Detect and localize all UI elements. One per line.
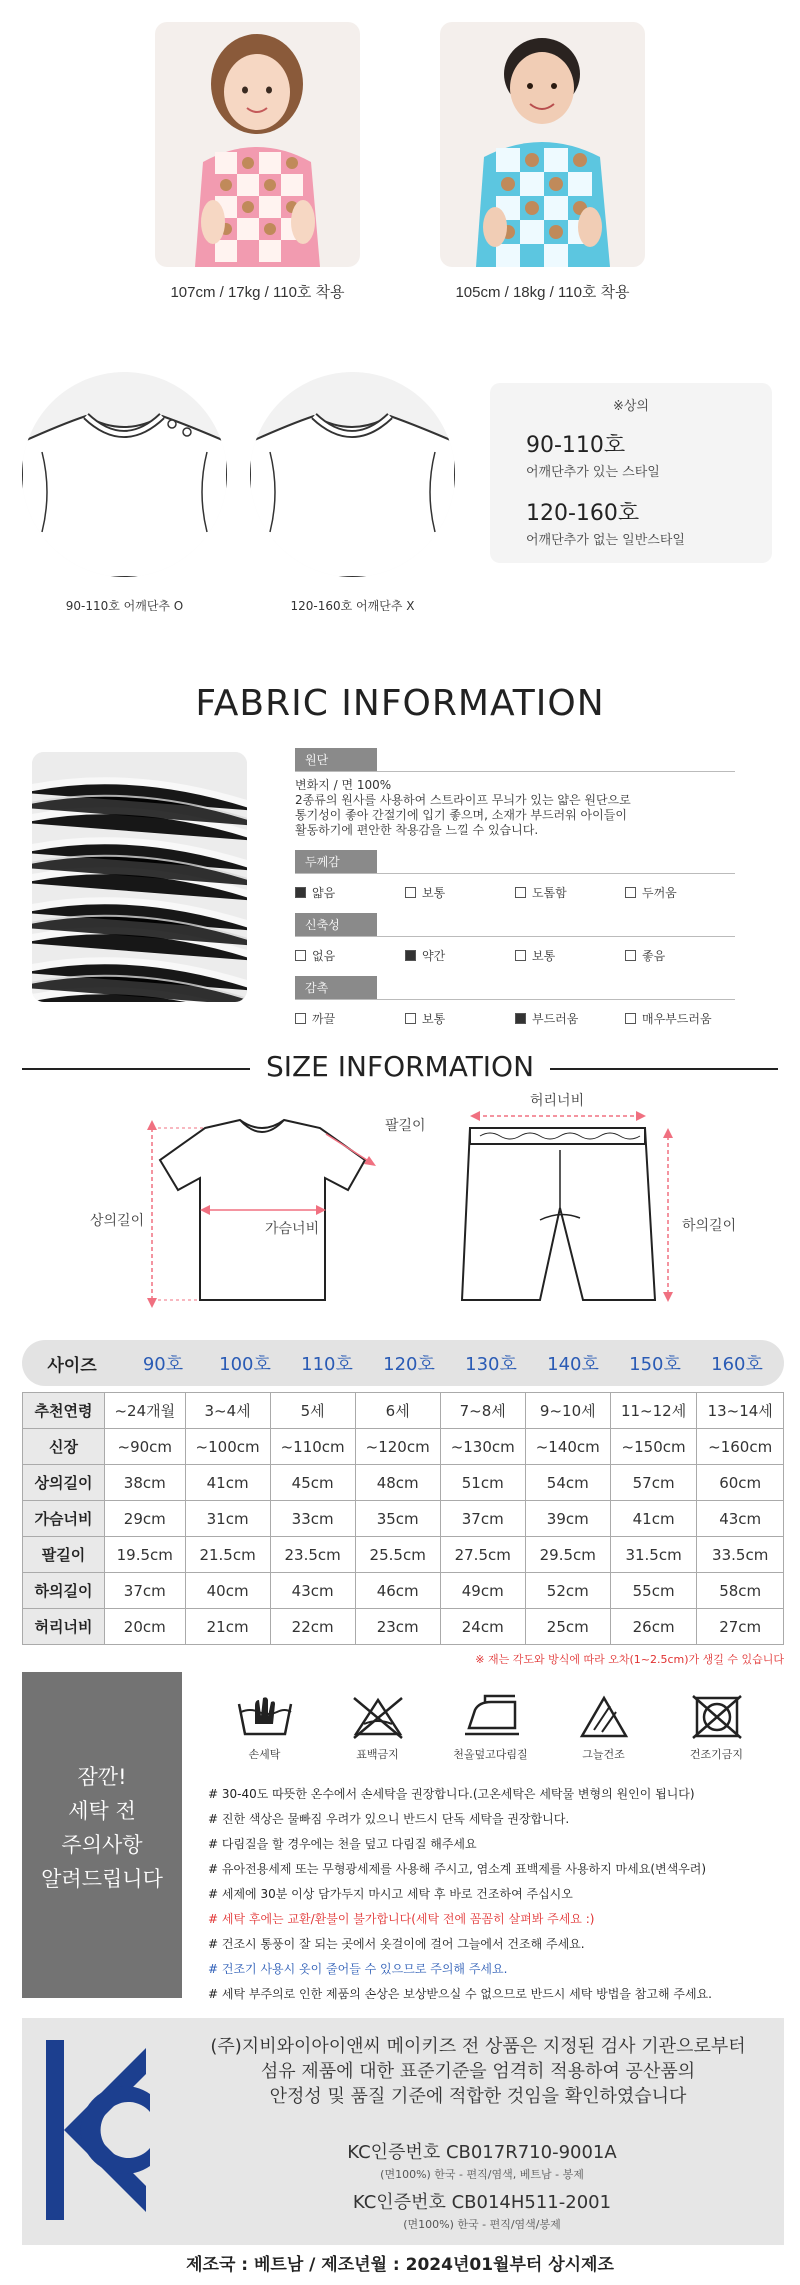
unchecked-box-icon	[295, 950, 306, 961]
size-column-header: 140호	[547, 1354, 599, 1375]
table-cell: 27cm	[697, 1609, 784, 1645]
table-cell: 54cm	[525, 1465, 610, 1501]
model-section	[0, 22, 800, 312]
fabric-option	[625, 947, 735, 964]
fabric-desc-line: 통기성이 좋아 간절기에 입기 좋으며, 소재가 부드러워 아이들이	[295, 808, 627, 822]
model-caption-boy: 105cm / 18kg / 110호 착용	[455, 284, 630, 301]
table-cell: 3~4세	[185, 1393, 270, 1429]
fabric-attribute-label: 신축성	[295, 913, 377, 936]
hand-wash-icon	[217, 1692, 312, 1762]
fabric-option-label: 좋음	[642, 949, 666, 963]
table-cell: ~24개월	[105, 1393, 186, 1429]
table-cell: 43cm	[270, 1573, 355, 1609]
fabric-option-label: 보통	[422, 1012, 446, 1026]
table-cell: 58cm	[697, 1573, 784, 1609]
note-desc-2: 어깨단추가 없는 일반스타일	[526, 533, 685, 548]
fabric-option	[295, 947, 405, 964]
table-cell: 60cm	[697, 1465, 784, 1501]
table-cell: ~140cm	[525, 1429, 610, 1465]
row-header: 하의길이	[23, 1573, 105, 1609]
unchecked-box-icon	[295, 1013, 306, 1024]
table-row	[23, 1393, 784, 1429]
collar-with-button	[22, 372, 227, 614]
fabric-option-label: 약간	[422, 949, 446, 963]
table-cell: 57cm	[610, 1465, 697, 1501]
table-cell: ~160cm	[697, 1429, 784, 1465]
table-cell: 21cm	[185, 1609, 270, 1645]
care-heading-line: 잠깐!	[77, 1765, 127, 1789]
kc-statement-line: 섬유 제품에 대한 표준기준을 엄격히 적용하여 공산품의	[260, 2061, 696, 2082]
care-item: # 진한 색상은 물빠짐 우려가 있으니 반드시 단독 세탁을 권장합니다.	[208, 1812, 570, 1826]
fabric-option-label: 보통	[422, 886, 446, 900]
table-row	[23, 1465, 784, 1501]
fabric-desc-line: 활동하기에 편안한 착용감을 느낄 수 있습니다.	[295, 823, 539, 837]
model-photo-girl	[155, 22, 360, 267]
label-waist: 허리너비	[530, 1093, 585, 1109]
table-cell: 43cm	[697, 1501, 784, 1537]
table-cell: 13~14세	[697, 1393, 784, 1429]
size-table	[22, 1340, 784, 1667]
label-bottom-length: 하의길이	[682, 1218, 737, 1234]
fabric-option	[515, 884, 625, 901]
table-cell: 45cm	[270, 1465, 355, 1501]
care-icon-label: 손세탁	[248, 1748, 281, 1761]
model-boy	[440, 22, 645, 302]
unchecked-box-icon	[515, 887, 526, 898]
care-instructions	[208, 1782, 788, 2007]
shade-dry-icon	[556, 1692, 651, 1762]
fabric-option-label: 보통	[532, 949, 556, 963]
fabric-option-label: 없음	[312, 949, 336, 963]
table-cell: 31cm	[185, 1501, 270, 1537]
fabric-option	[405, 947, 515, 964]
label-top-length: 상의길이	[90, 1213, 145, 1229]
row-header: 가슴너비	[23, 1501, 105, 1537]
table-cell: 55cm	[610, 1573, 697, 1609]
fabric-desc-line: 2종류의 원사를 사용하여 스트라이프 무늬가 있는 얇은 원단으로	[295, 793, 631, 807]
table-cell: 52cm	[525, 1573, 610, 1609]
table-cell: 40cm	[185, 1573, 270, 1609]
fabric-option	[625, 1010, 735, 1027]
table-cell: 46cm	[355, 1573, 440, 1609]
fabric-option	[515, 1010, 625, 1027]
model-photo-boy	[440, 22, 645, 267]
size-column-header: 120호	[383, 1354, 435, 1375]
table-cell: 23cm	[355, 1609, 440, 1645]
iron-with-cloth-icon	[443, 1692, 538, 1762]
no-bleach-icon	[330, 1692, 425, 1762]
table-row	[23, 1573, 784, 1609]
care-icon-label: 표백금지	[356, 1748, 399, 1761]
care-icon-label: 그늘건조	[582, 1748, 625, 1761]
kc-statement-line: 안정성 및 품질 기준에 적합한 것임을 확인하였습니다	[269, 2086, 687, 2107]
table-cell: 6세	[355, 1393, 440, 1429]
table-cell: ~110cm	[270, 1429, 355, 1465]
note-title: ※상의	[612, 399, 649, 414]
fabric-option	[295, 1010, 405, 1027]
checked-box-icon	[295, 887, 306, 898]
care-item: # 세제에 30분 이상 담가두지 마시고 세탁 후 바로 건조하여 주십시오	[208, 1887, 573, 1901]
kc-cert-detail: (면100%) 한국 - 편직/염색, 베트남 - 봉제	[380, 2168, 584, 2181]
table-cell: 37cm	[105, 1573, 186, 1609]
size-column-header: 130호	[465, 1354, 517, 1375]
table-cell: 9~10세	[525, 1393, 610, 1429]
table-cell: 29.5cm	[525, 1537, 610, 1573]
row-header: 상의길이	[23, 1465, 105, 1501]
kc-cert-number: KC인증번호 CB017R710-9001A	[347, 2142, 617, 2163]
care-item: # 다림질을 할 경우에는 천을 덮고 다림질 해주세요	[208, 1837, 477, 1851]
care-heading-line: 알려드립니다	[41, 1867, 163, 1891]
size-info-header	[0, 1046, 800, 1086]
table-cell: 33.5cm	[697, 1537, 784, 1573]
note-size-2: 120-160호	[526, 501, 640, 526]
table-cell: ~130cm	[440, 1429, 525, 1465]
size-column-header: 150호	[629, 1354, 681, 1375]
fabric-material-desc	[295, 778, 735, 838]
unchecked-box-icon	[515, 950, 526, 961]
row-header: 허리너비	[23, 1609, 105, 1645]
fabric-attribute-label: 감촉	[295, 976, 377, 999]
size-diagrams	[0, 1090, 800, 1335]
kc-statement-line: (주)지비와이아이앤씨 메이키즈 전 상품은 지정된 검사 기관으로부터	[210, 2036, 746, 2057]
table-cell: 49cm	[440, 1573, 525, 1609]
model-caption-girl: 107cm / 17kg / 110호 착용	[170, 284, 345, 301]
care-item: # 건조기 사용시 옷이 줄어들 수 있으므로 주의해 주세요.	[208, 1962, 508, 1976]
table-cell: 25cm	[525, 1609, 610, 1645]
table-cell: 24cm	[440, 1609, 525, 1645]
fabric-desc-line: 변화지 / 면 100%	[295, 778, 392, 792]
kc-cert-1	[202, 2138, 762, 2182]
care-item: # 유아전용세제 또는 무형광세제를 사용해 주시고, 염소계 표백제를 사용하지 마세요(변색우려)	[208, 1862, 707, 1876]
table-cell: ~100cm	[185, 1429, 270, 1465]
table-cell: 37cm	[440, 1501, 525, 1537]
fabric-attributes	[295, 850, 735, 1027]
care-section	[22, 1672, 784, 2002]
size-table-note: ※ 재는 각도와 방식에 따라 오차(1~2.5cm)가 생길 수 있습니다	[475, 1653, 784, 1666]
fabric-title: FABRIC INFORMATION	[195, 683, 605, 724]
unchecked-box-icon	[625, 1013, 636, 1024]
table-cell: 7~8세	[440, 1393, 525, 1429]
fabric-attribute-options	[295, 884, 735, 901]
care-item: # 세탁 부주의로 인한 제품의 손상은 보상받으실 수 없으므로 반드시 세탁 방법을 참고해 주세요.	[208, 1987, 712, 2001]
kc-statement	[172, 2034, 784, 2109]
fabric-attribute-options	[295, 1010, 735, 1027]
table-cell: 11~12세	[610, 1393, 697, 1429]
unchecked-box-icon	[405, 887, 416, 898]
table-cell: 21.5cm	[185, 1537, 270, 1573]
table-cell: 35cm	[355, 1501, 440, 1537]
collar-caption-with-button: 90-110호 어깨단추 O	[65, 599, 184, 613]
table-cell: 51cm	[440, 1465, 525, 1501]
divider	[295, 999, 735, 1000]
care-item: # 세탁 후에는 교환/환불이 불가합니다(세탁 전에 꼼꼼히 살펴봐 주세요 :)	[208, 1912, 595, 1926]
fabric-option	[625, 884, 735, 901]
care-item: # 30-40도 따뜻한 온수에서 손세탁을 권장합니다.(고온세탁은 세탁물 변형의 원인이 됩니다)	[208, 1787, 695, 1801]
fabric-option-label: 도톰함	[532, 886, 567, 900]
collar-without-button-illustration	[250, 372, 455, 577]
table-cell: 41cm	[185, 1465, 270, 1501]
divider	[295, 771, 735, 772]
fabric-option	[405, 1010, 515, 1027]
care-heading-line: 주의사항	[61, 1833, 143, 1857]
fabric-attribute	[295, 976, 735, 1027]
size-column-header: 90호	[142, 1354, 184, 1375]
no-tumble-dry-icon	[669, 1692, 764, 1762]
fabric-attribute	[295, 913, 735, 964]
fabric-attribute	[295, 850, 735, 901]
table-cell: ~90cm	[105, 1429, 186, 1465]
care-icon-label: 천올덮고다림질	[453, 1748, 528, 1761]
note-desc-1: 어깨단추가 있는 스타일	[526, 465, 660, 480]
table-cell: 29cm	[105, 1501, 186, 1537]
kc-cert-2	[202, 2188, 762, 2232]
checked-box-icon	[515, 1013, 526, 1024]
table-cell: 41cm	[610, 1501, 697, 1537]
fabric-option	[405, 884, 515, 901]
table-cell: 22cm	[270, 1609, 355, 1645]
table-cell: 20cm	[105, 1609, 186, 1645]
collar-caption-without-button: 120-160호 어깨단추 X	[290, 599, 415, 613]
table-cell: 23.5cm	[270, 1537, 355, 1573]
care-heading	[22, 1672, 182, 1998]
checked-box-icon	[405, 950, 416, 961]
table-cell: 27.5cm	[440, 1537, 525, 1573]
size-info-title: SIZE INFORMATION	[265, 1050, 535, 1083]
table-row	[23, 1429, 784, 1465]
care-icon-label: 건조기금지	[689, 1748, 744, 1761]
size-column-header: 110호	[301, 1354, 353, 1375]
kc-cert-detail: (면100%) 한국 - 편직/염색/봉제	[403, 2218, 561, 2231]
unchecked-box-icon	[625, 887, 636, 898]
fabric-option-label: 얇음	[312, 886, 336, 900]
origin-info: 제조국 : 베트남 / 제조년월 : 2024년01월부터 상시제조	[186, 2255, 614, 2275]
table-row	[23, 1609, 784, 1645]
label-sleeve: 팔길이	[385, 1118, 426, 1134]
size-column-header: 100호	[219, 1354, 271, 1375]
fabric-material-label: 원단	[295, 748, 377, 771]
fabric-option-label: 부드러움	[532, 1012, 579, 1026]
label-chest: 가슴너비	[265, 1221, 320, 1237]
table-cell: 25.5cm	[355, 1537, 440, 1573]
care-item: # 건조시 통풍이 잘 되는 곳에서 옷걸이에 걸어 그늘에서 건조해 주세요.	[208, 1937, 585, 1951]
table-row	[23, 1501, 784, 1537]
collar-without-button	[250, 372, 455, 614]
size-header-bar	[22, 1340, 784, 1386]
row-header: 팔길이	[23, 1537, 105, 1573]
table-cell: ~120cm	[355, 1429, 440, 1465]
divider	[295, 873, 735, 874]
model-girl	[155, 22, 360, 302]
unchecked-box-icon	[405, 1013, 416, 1024]
table-cell: 39cm	[525, 1501, 610, 1537]
size-header-label: 사이즈	[47, 1355, 97, 1376]
fabric-option	[295, 884, 405, 901]
table-cell: 31.5cm	[610, 1537, 697, 1573]
note-size-1: 90-110호	[526, 433, 626, 458]
fabric-option	[515, 947, 625, 964]
care-heading-line: 세탁 전	[68, 1799, 136, 1823]
top-style-note	[490, 383, 772, 563]
fabric-material	[295, 748, 735, 838]
table-cell: ~150cm	[610, 1429, 697, 1465]
fabric-attribute-options	[295, 947, 735, 964]
row-header: 추천연령	[23, 1393, 105, 1429]
size-rows	[22, 1392, 784, 1645]
fabric-attribute-label: 두께감	[295, 850, 377, 873]
table-cell: 38cm	[105, 1465, 186, 1501]
fabric-option-label: 매우부드러움	[642, 1012, 712, 1026]
divider	[295, 936, 735, 937]
fabric-info	[295, 748, 735, 1039]
row-header: 신장	[23, 1429, 105, 1465]
table-cell: 5세	[270, 1393, 355, 1429]
table-cell: 19.5cm	[105, 1537, 186, 1573]
table-cell: 33cm	[270, 1501, 355, 1537]
table-cell: 48cm	[355, 1465, 440, 1501]
unchecked-box-icon	[625, 950, 636, 961]
kc-logo-icon	[46, 2040, 156, 2224]
table-row	[23, 1537, 784, 1573]
care-icons	[217, 1692, 777, 1762]
fabric-option-label: 까끌	[312, 1012, 336, 1026]
kc-cert-number: KC인증번호 CB014H511-2001	[352, 2192, 612, 2213]
collar-with-button-illustration	[22, 372, 227, 577]
size-column-header: 160호	[711, 1354, 763, 1375]
kc-certification	[22, 2018, 784, 2245]
table-cell: 26cm	[610, 1609, 697, 1645]
fabric-photo	[32, 752, 247, 1002]
fabric-option-label: 두꺼움	[642, 886, 677, 900]
